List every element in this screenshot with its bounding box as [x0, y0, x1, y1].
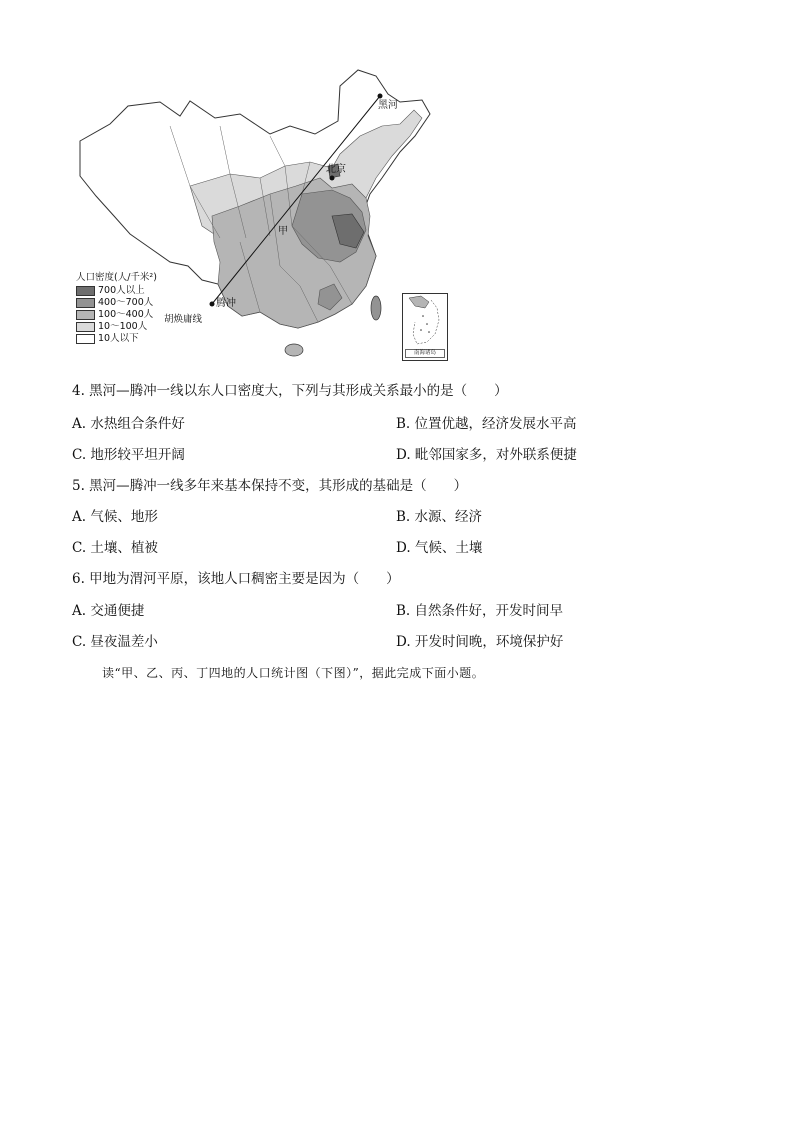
map-legend — [76, 272, 157, 345]
question-5-stem: 5. 黑河—腾冲一线多年来基本保持不变，其形成的基础是（ ） — [72, 478, 468, 494]
question-5-option-a: A. 气候、地形 — [72, 509, 158, 525]
heihe-label: 黑河 — [378, 100, 398, 111]
question-4-option-d: D. 毗邻国家多，对外联系便捷 — [396, 447, 577, 463]
question-4-option-b: B. 位置优越，经济发展水平高 — [396, 416, 577, 432]
question-6-option-c: C. 昼夜温差小 — [72, 634, 158, 650]
inset-map-graphic — [403, 294, 447, 350]
hu-line-label: 胡焕庸线 — [164, 314, 203, 325]
question-5-option-c: C. 土壤、植被 — [72, 540, 158, 556]
legend-swatch — [76, 298, 95, 308]
question-5-option-b: B. 水源、经济 — [396, 509, 483, 525]
legend-item — [76, 321, 157, 333]
question-6-option-d: D. 开发时间晚，环境保护好 — [396, 634, 564, 650]
question-4-option-a: A. 水热组合条件好 — [72, 416, 185, 432]
legend-item — [76, 333, 157, 345]
tengchong-label: 腾冲 — [216, 298, 236, 309]
legend-title: 人口密度(人/千米²) — [76, 272, 157, 283]
question-6-option-b: B. 自然条件好，开发时间早 — [396, 603, 564, 619]
hainan-island — [285, 344, 303, 356]
question-4-stem: 4. 黑河—腾冲一线以东人口密度大，下列与其形成关系最小的是（ ） — [72, 383, 508, 399]
question-5-option-d: D. 气候、土壤 — [396, 540, 483, 556]
legend-swatch — [76, 286, 95, 296]
legend-label: 700人以上 — [98, 285, 145, 296]
legend-item — [76, 309, 157, 321]
taiwan-island — [371, 296, 381, 320]
question-4-option-c: C. 地形较平坦开阔 — [72, 447, 185, 463]
question-6-option-a: A. 交通便捷 — [72, 603, 145, 619]
legend-label: 10～100人 — [98, 321, 148, 332]
next-question-intro: 读“甲、乙、丙、丁四地的人口统计图（下图）”，据此完成下面小题。 — [102, 666, 485, 680]
legend-swatch — [76, 322, 95, 332]
legend-item — [76, 297, 157, 309]
legend-label: 400～700人 — [98, 297, 154, 308]
heihe-dot — [378, 94, 383, 99]
jia-label: 甲 — [278, 226, 288, 237]
south-china-sea-inset — [402, 293, 448, 361]
tengchong-dot — [210, 302, 215, 307]
legend-label: 100～400人 — [98, 309, 154, 320]
legend-label: 10人以下 — [98, 333, 139, 344]
legend-swatch — [76, 310, 95, 320]
inset-label: 南海诸岛 — [405, 349, 445, 358]
beijing-dot — [330, 176, 335, 181]
beijing-label: 北京 — [326, 164, 346, 175]
question-6-stem: 6. 甲地为渭河平原，该地人口稠密主要是因为（ ） — [72, 571, 400, 587]
legend-swatch — [76, 334, 95, 344]
legend-item — [76, 285, 157, 297]
